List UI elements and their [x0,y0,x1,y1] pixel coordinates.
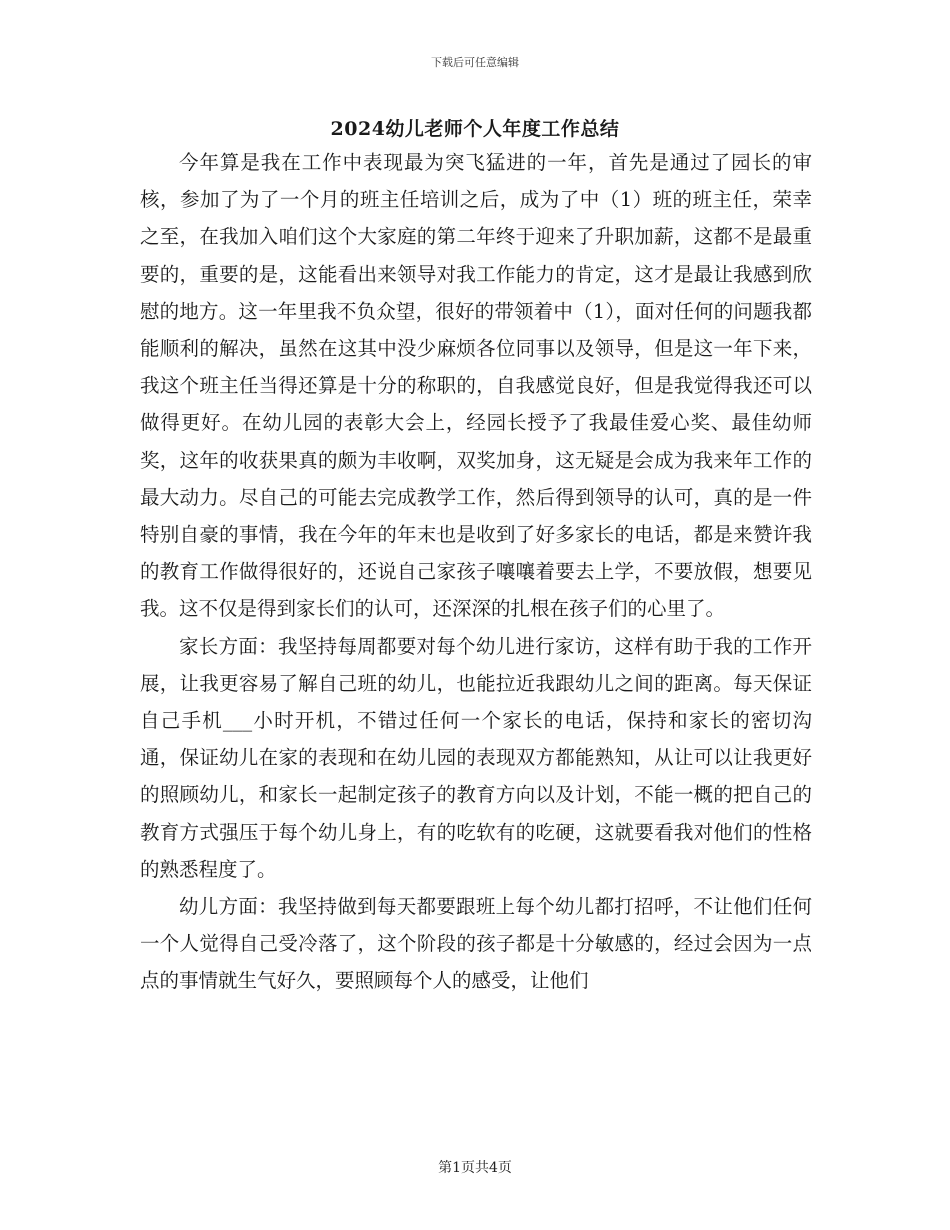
body-paragraph: 幼儿方面：我坚持做到每天都要跟班上每个幼儿都打招呼，不让他们任何一个人觉得自己受冷落了，这个阶段的孩子都是十分敏感的，经过会因为一点点的事情就生气好久，要照顾每个人的感受，让他们 [140,895,812,993]
body-paragraph: 今年算是我在工作中表现最为突飞猛进的一年，首先是通过了园长的审核，参加了为了一个月的班主任培训之后，成为了中（1）班的班主任，荣幸之至，在我加入咱们这个大家庭的第二年终于迎来了升职加薪，这都不是最重要的，重要的是，这能看出来领导对我工作能力的肯定，这才是最让我感到欣慰的地方。这一年里我不负众望，很好的带领着中（1），面对任何的问题我都能顺利的解决，虽然在这其中没少麻烦各位同事以及领导，但是这一年下来，我这个班主任当得还算是十分的称职的，自我感觉良好，但是我觉得我还可以做得更好。在幼儿园的表彰大会上，经园长授予了我最佳爱心奖、最佳幼师奖，这年的收获果真的颇为丰收啊，双奖加身，这无疑是会成为我来年工作的最大动力。尽自己的可能去完成教学工作，然后得到领导的认可，真的是一件特别自豪的事情，我在今年的年末也是收到了好多家长的电话，都是来赞许我的教育工作做得很好的，还说自己家孩子嚷嚷着要去上学，不要放假，想要见我。这不仅是得到家长们的认可，还深深的扎根在孩子们的心里了。 [140,151,812,621]
page-header-note: 下载后可任意编辑 [431,56,519,69]
body-paragraph: 家长方面：我坚持每周都要对每个幼儿进行家访，这样有助于我的工作开展，让我更容易了解自己班的幼儿，也能拉近我跟幼儿之间的距离。每天保证自己手机___小时开机，不错过任何一个家长的电话，保持和家长的密切沟通，保证幼儿在家的表现和在幼儿园的表现双方都能熟知，从让可以让我更好的照顾幼儿，和家长一起制定孩子的教育方向以及计划，不能一概的把自己的教育方式强压于每个幼儿身上，有的吃软有的吃硬，这就要看我对他们的性格的熟悉程度了。 [140,634,812,881]
document-body [140,144,812,1000]
page-number: 第1页共4页 [438,1160,512,1176]
document-title: 2024幼儿老师个人年度工作总结 [330,118,620,140]
